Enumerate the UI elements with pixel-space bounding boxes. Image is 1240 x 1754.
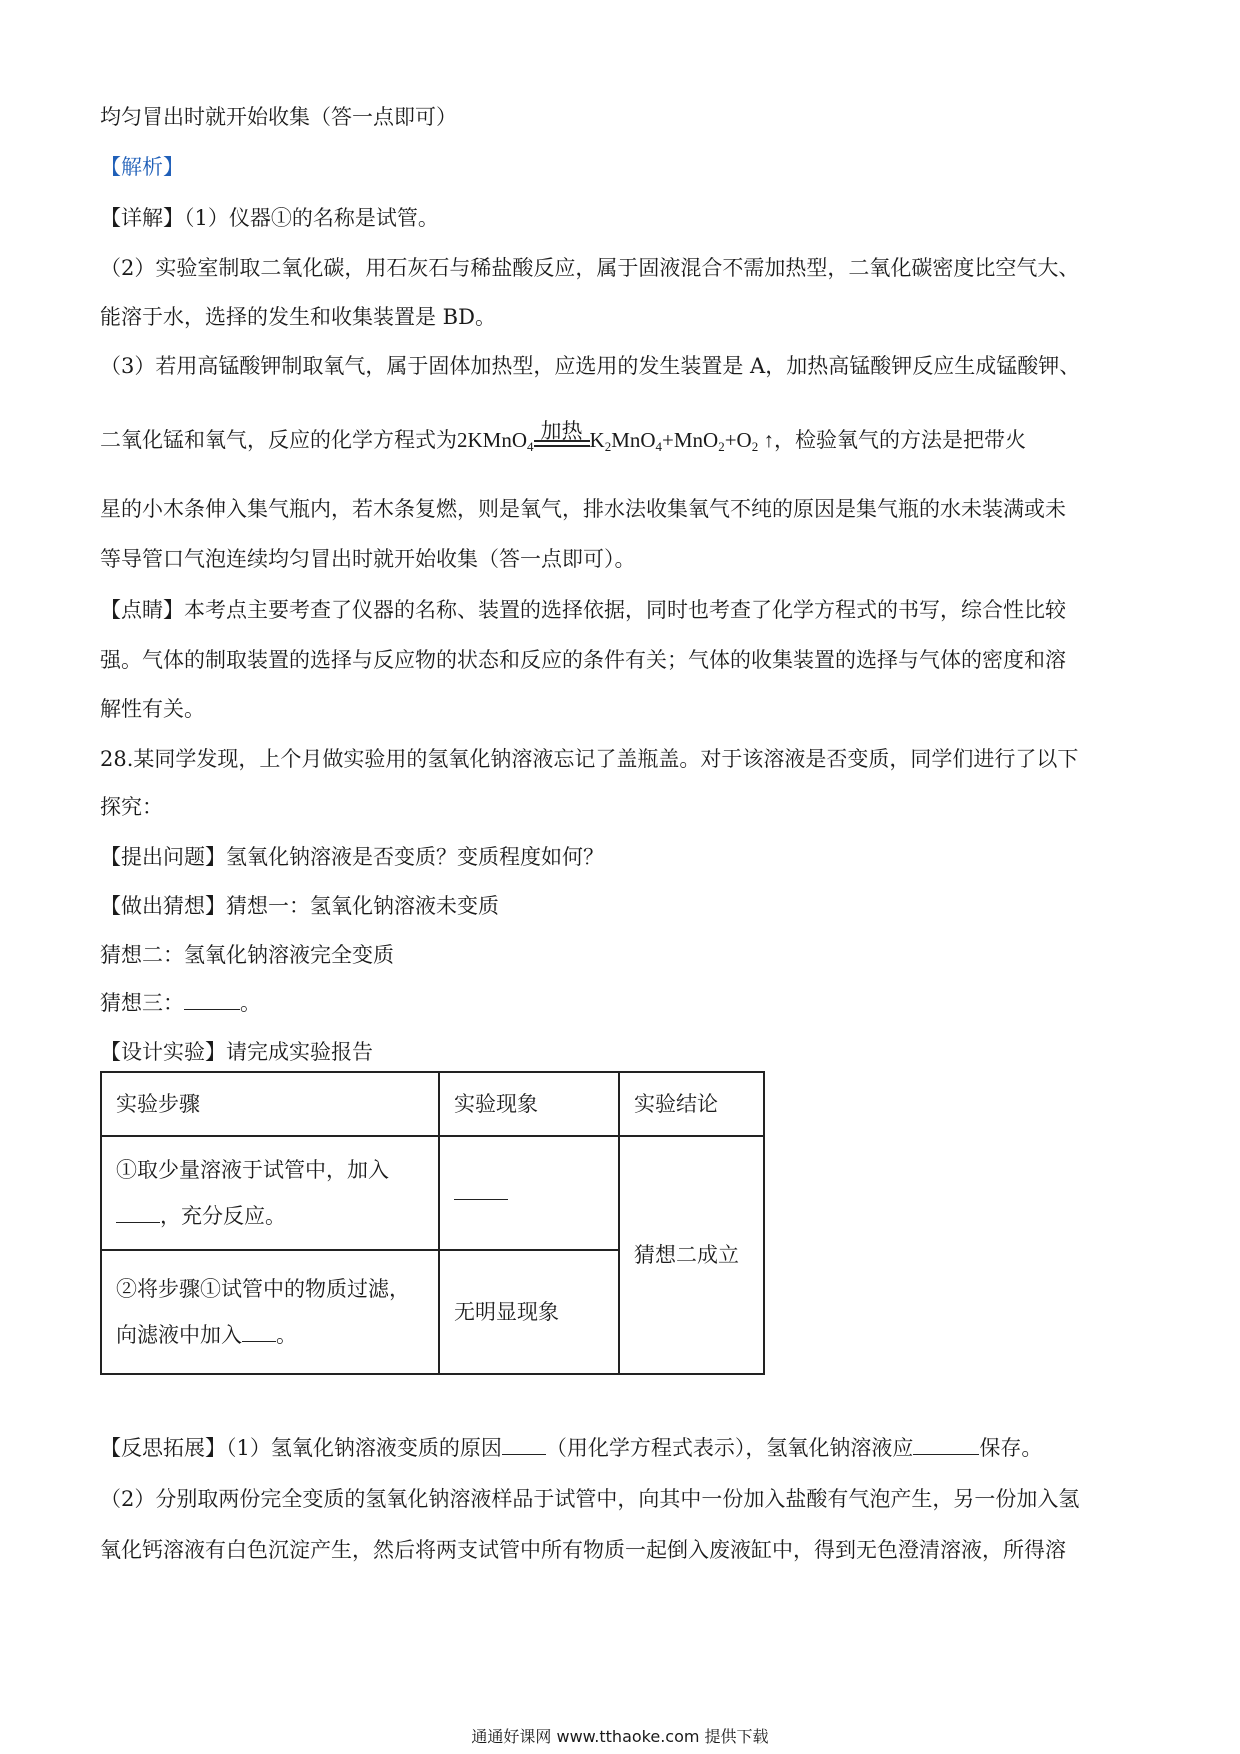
cell-text: [116, 1312, 424, 1358]
experiment-report-table: [100, 1071, 765, 1375]
answer-blank[interactable]: [913, 1436, 979, 1455]
text-line: 【提出问题】氢氧化钠溶液是否变质？变质程度如何？: [100, 845, 604, 869]
table-cell: [439, 1136, 619, 1250]
text-line: 星的小木条伸入集气瓶内，若木条复燃，则是氧气，排水法收集氧气不纯的原因是集气瓶的水未装满或未: [100, 497, 1066, 521]
text-span: 猜想三：: [100, 991, 184, 1015]
table-cell: 无明显现象: [439, 1250, 619, 1374]
answer-blank[interactable]: [454, 1181, 508, 1200]
text-line: （2）实验室制取二氧化碳，用石灰石与稀盐酸反应，属于固液混合不需加热型，二氧化碳密度比空气大、: [100, 256, 1080, 280]
table-cell: [101, 1250, 439, 1374]
table-cell: [101, 1136, 439, 1250]
up-arrow: ↑: [758, 428, 774, 452]
text-line: 均匀冒出时就开始收集（答一点即可）: [100, 105, 457, 129]
reaction-condition: 加热: [540, 419, 583, 443]
hypothesis-3: [100, 988, 261, 1018]
eq-part: K: [589, 428, 605, 452]
text-line: 【做出猜想】猜想一：氢氧化钠溶液未变质: [100, 894, 499, 918]
text-span: 。: [276, 1323, 297, 1347]
text-line: 等导管口气泡连续均匀冒出时就开始收集（答一点即可）。: [100, 547, 636, 571]
cell-text: ②将步骤①试管中的物质过滤，: [116, 1277, 410, 1301]
subscript: 2: [604, 439, 612, 454]
text-line: 解性有关。: [100, 697, 205, 721]
text-span: （用化学方程式表示），氢氧化钠溶液应: [545, 1436, 914, 1460]
equation-line: [100, 419, 1026, 462]
text-span: 二氧化锰和氧气，反应的化学方程式为: [100, 428, 457, 452]
reaction-arrow: [534, 419, 590, 447]
chemical-equation: [457, 419, 774, 454]
table-header: 实验步骤: [101, 1072, 439, 1136]
table-cell: 猜想二成立: [619, 1136, 764, 1374]
eq-part: +MnO: [662, 428, 719, 452]
answer-blank[interactable]: [116, 1204, 160, 1223]
table-header: 实验结论: [619, 1072, 764, 1136]
text-line: 强。气体的制取装置的选择与反应物的状态和反应的条件有关；气体的收集装置的选择与气体的密度和溶: [100, 648, 1066, 672]
subscript: 4: [527, 439, 534, 454]
subscript: 4: [655, 439, 663, 454]
table-header: 实验现象: [439, 1072, 619, 1136]
text-span: ，检验氧气的方法是把带火: [773, 428, 1026, 452]
text-line: 猜想二：氢氧化钠溶液完全变质: [100, 943, 394, 967]
subscript: 2: [751, 439, 759, 454]
answer-blank[interactable]: [502, 1436, 546, 1455]
text-line: 探究：: [100, 795, 163, 819]
text-line: 氧化钙溶液有白色沉淀产生，然后将两支试管中所有物质一起倒入废液缸中，得到无色澄清溶液，所得溶: [100, 1538, 1066, 1562]
text-span: ，充分反应。: [160, 1204, 286, 1228]
eq-part: +O: [724, 428, 752, 452]
answer-blank[interactable]: [242, 1323, 276, 1342]
text-line: 【点睛】本考点主要考查了仪器的名称、装置的选择依据，同时也考查了化学方程式的书写，综合性比较: [100, 598, 1066, 622]
reflection-line: [100, 1433, 1042, 1463]
text-span: 。: [240, 991, 261, 1015]
text-line: （3）若用高锰酸钾制取氧气，属于固体加热型，应选用的发生装置是 A，加热高锰酸钾反应生成锰酸钾、: [100, 354, 1081, 378]
table-header-row: [101, 1072, 764, 1136]
analysis-heading: 【解析】: [100, 155, 184, 179]
eq-part: MnO: [611, 428, 656, 452]
text-line: 能溶于水，选择的发生和收集装置是 BD。: [100, 305, 496, 329]
text-line: 【设计实验】请完成实验报告: [100, 1040, 373, 1064]
question-28: 28.某同学发现，上个月做实验用的氢氧化钠溶液忘记了盖瓶盖。对于该溶液是否变质，同学们进行了以下: [100, 747, 1079, 771]
answer-blank[interactable]: [184, 991, 240, 1010]
table-row: [101, 1136, 764, 1250]
cell-text: ①取少量溶液于试管中，加入: [116, 1158, 389, 1182]
subscript: 2: [718, 439, 725, 454]
page-footer: 通通好课网 www.tthaoke.com 提供下载: [471, 1727, 769, 1746]
text-span: 向滤液中加入: [116, 1323, 242, 1347]
text-span: 保存。: [979, 1436, 1043, 1460]
text-line: （2）分别取两份完全变质的氢氧化钠溶液样品于试管中，向其中一份加入盐酸有气泡产生，另一份加入氢: [100, 1487, 1080, 1511]
cell-text: [116, 1193, 424, 1239]
eq-part: 2KMnO: [457, 428, 528, 452]
text-span: 【反思拓展】（1）氢氧化钠溶液变质的原因: [100, 1436, 502, 1460]
text-line: 【详解】（1）仪器①的名称是试管。: [100, 206, 439, 230]
